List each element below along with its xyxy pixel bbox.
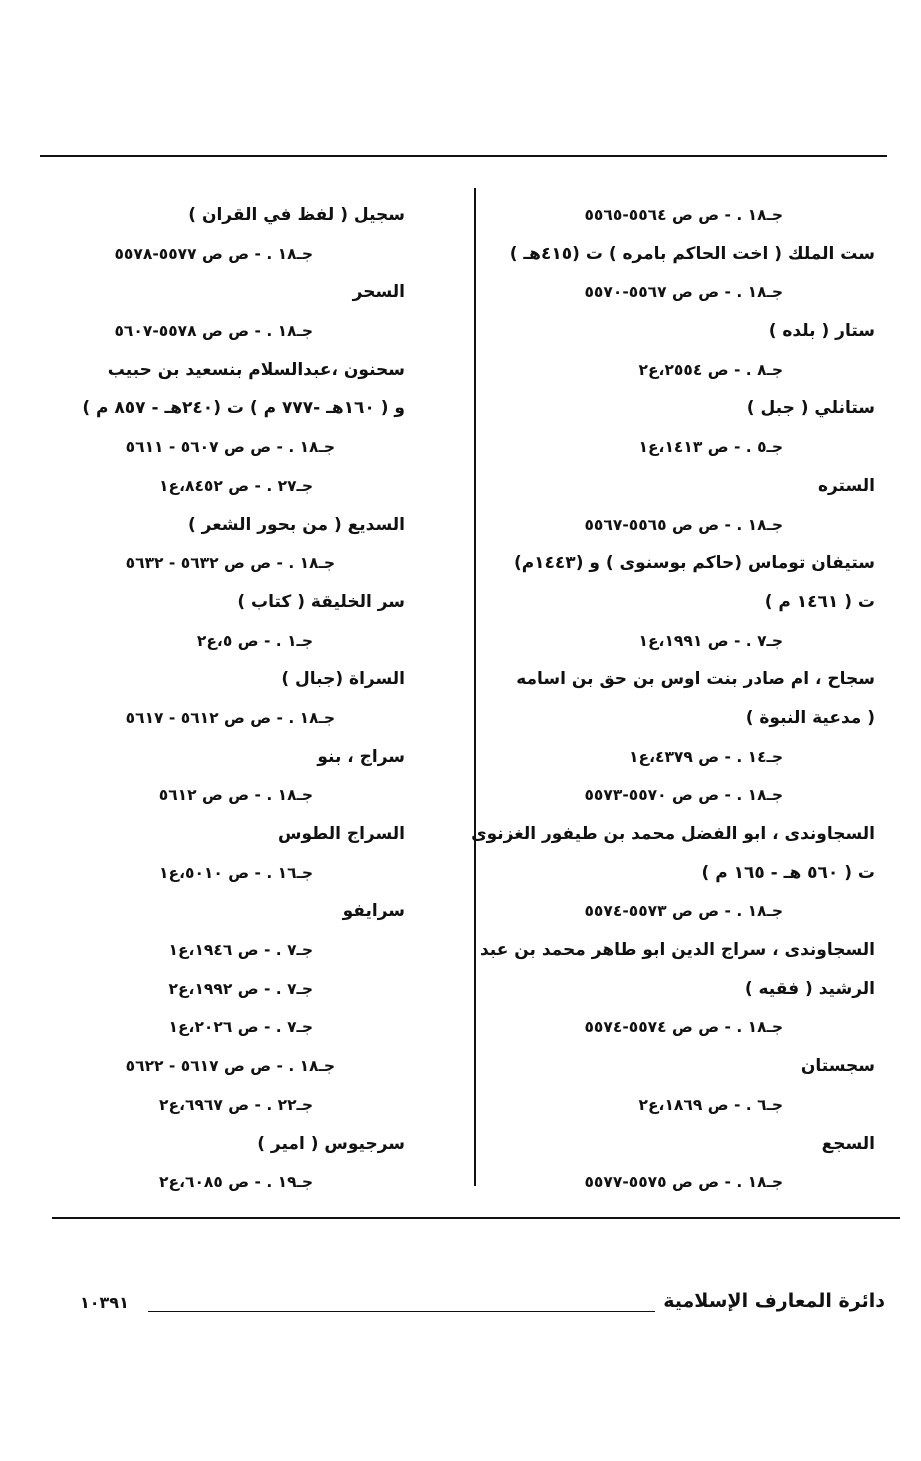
index-entry-heading: السراج الطوس bbox=[278, 824, 405, 844]
index-entry-heading: سراج ، بنو bbox=[317, 746, 405, 767]
index-entry-heading: ستانلي ( جبل ) bbox=[746, 398, 875, 419]
index-entry-heading: السحر bbox=[352, 282, 405, 303]
page-number: ١٠٣٩١ bbox=[80, 1293, 129, 1312]
left-column bbox=[45, 196, 405, 1202]
index-entry-reference: جـ٦ . - ص ١٨٦٩،ع٢ bbox=[638, 1095, 783, 1114]
index-entry-reference: جـ٧ . - ص ١٩٤٦،ع١ bbox=[168, 941, 313, 960]
index-entry-reference: جـ١٨ . - ص ص ٥٥٧٥-٥٥٧٧ bbox=[584, 1173, 783, 1192]
index-entry-reference: جـ٥ . - ص ١٤١٣،ع١ bbox=[638, 438, 783, 457]
footer-leader-line bbox=[148, 1311, 655, 1312]
index-entry-reference: جـ١٨ . - ص ص ٥٦١٢ - ٥٦١٧ bbox=[125, 708, 335, 727]
index-entry-heading: سر الخليقة ( كتاب ) bbox=[237, 591, 405, 612]
index-entry-reference: جـ١٨ . - ص ص ٥٥٧٧-٥٥٧٨ bbox=[114, 244, 313, 263]
index-entry-reference: جـ١٨ . - ص ص ٥٥٦٤-٥٥٦٥ bbox=[584, 206, 783, 224]
index-entry-heading: ت ( ٥٦٠ هـ - ١٦٥ م ) bbox=[701, 862, 875, 883]
index-entry-reference: جـ١٨ . - ص ص ٥٥٦٥-٥٥٦٧ bbox=[584, 515, 783, 534]
index-entry-reference: جـ١٨ . - ص ص ٥٥٦٧-٥٥٧٠ bbox=[584, 283, 783, 302]
bottom-rule bbox=[52, 1217, 900, 1219]
index-entry-heading: سجيل ( لفظ في القران ) bbox=[188, 205, 405, 225]
page-footer bbox=[80, 1290, 885, 1326]
index-entry-heading: السديع ( من بحور الشعر ) bbox=[187, 514, 405, 535]
index-entry-reference: جـ١ . - ص ٥،ع٢ bbox=[196, 631, 313, 650]
index-entry-heading: الستره bbox=[817, 475, 875, 496]
index-entry-reference: جـ١٨ . - ص ص ٥٥٧٣-٥٥٧٤ bbox=[584, 902, 783, 921]
footer-title: دائرة المعارف الإسلامية bbox=[663, 1290, 885, 1312]
index-entry-reference: جـ١٩ . - ص ٦٠٨٥،ع٢ bbox=[159, 1173, 313, 1192]
index-entry-heading: سجستان bbox=[800, 1056, 875, 1077]
index-entry-heading: السجع bbox=[821, 1133, 875, 1154]
top-rule bbox=[40, 155, 887, 157]
index-entry-reference: جـ١٨ . - ص ص ٥٥٧٤-٥٥٧٤ bbox=[584, 1018, 783, 1037]
index-entry-heading: سحنون ،عبدالسلام بنسعيد بن حبيب bbox=[107, 359, 405, 380]
index-entry-heading: السجاوندى ، ابو الفضل محمد بن طيفور الغزنوى bbox=[471, 824, 875, 844]
index-entry-heading: سجاح ، ام صادر بنت اوس بن حق بن اسامه bbox=[516, 669, 875, 690]
right-column bbox=[471, 196, 875, 1202]
index-entry-reference: جـ١٨ . - ص ص ٥٦٣٢ - ٥٦٣٢ bbox=[125, 554, 335, 573]
index-entry-reference: جـ٨ . - ص ٢٥٥٤،ع٢ bbox=[638, 360, 783, 379]
index-entry-heading: ستيفان توماس (حاكم بوسنوى ) و (١٤٤٣م) bbox=[513, 553, 875, 574]
index-entry-reference: جـ١٨ . - ص ص ٥٦٠٧ - ٥٦١١ bbox=[125, 438, 335, 457]
index-entry-reference: جـ٢٢ . - ص ٦٩٦٧،ع٢ bbox=[159, 1095, 313, 1114]
index-entry-reference: جـ١٦ . - ص ٥٠١٠،ع١ bbox=[159, 863, 313, 882]
index-entry-reference: جـ٧ . - ص ٢٠٢٦،ع١ bbox=[168, 1018, 313, 1037]
index-entry-reference: جـ٧ . - ص ١٩٩٢،ع٢ bbox=[168, 979, 313, 998]
index-entry-heading: السراة (جبال ) bbox=[281, 669, 405, 690]
index-entry-heading: الرشيد ( فقيه ) bbox=[744, 978, 875, 999]
index-entry-heading: ت ( ١٤٦١ م ) bbox=[764, 591, 875, 612]
index-entry-heading: و ( ١٦٠هـ -٧٧٧ م ) ت (٢٤٠هـ - ٨٥٧ م ) bbox=[82, 398, 405, 419]
column-divider bbox=[474, 188, 476, 1186]
index-entry-heading: ست الملك ( اخت الحاكم بامره ) ت (٤١٥هـ ) bbox=[509, 243, 875, 264]
index-entry-reference: جـ٢٧ . - ص ٨٤٥٢،ع١ bbox=[159, 476, 313, 495]
index-entry-heading: سرجيوس ( امير ) bbox=[257, 1133, 405, 1154]
index-entry-reference: جـ١٨ . - ص ص ٥٦١٢ bbox=[158, 786, 313, 805]
index-entry-reference: جـ١٨ . - ص ص ٥٥٧٠-٥٥٧٣ bbox=[584, 786, 783, 805]
index-entry-heading: ( مدعية النبوة ) bbox=[745, 707, 875, 728]
index-entry-heading: السجاوندى ، سراج الدين ابو طاهر محمد بن عبد bbox=[479, 940, 875, 961]
index-entry-heading: ستار ( بلده ) bbox=[768, 321, 875, 342]
index-entry-heading: سرايفو bbox=[342, 901, 405, 922]
index-entry-reference: جـ٧ . - ص ١٩٩١،ع١ bbox=[638, 631, 783, 650]
index-entry-reference: جـ١٤ . - ص ٤٣٧٩،ع١ bbox=[629, 747, 783, 766]
index-entry-reference: جـ١٨ . - ص ص ٥٦١٧ - ٥٦٢٢ bbox=[125, 1057, 335, 1076]
index-entry-reference: جـ١٨ . - ص ص ٥٥٧٨-٥٦٠٧ bbox=[114, 322, 313, 341]
